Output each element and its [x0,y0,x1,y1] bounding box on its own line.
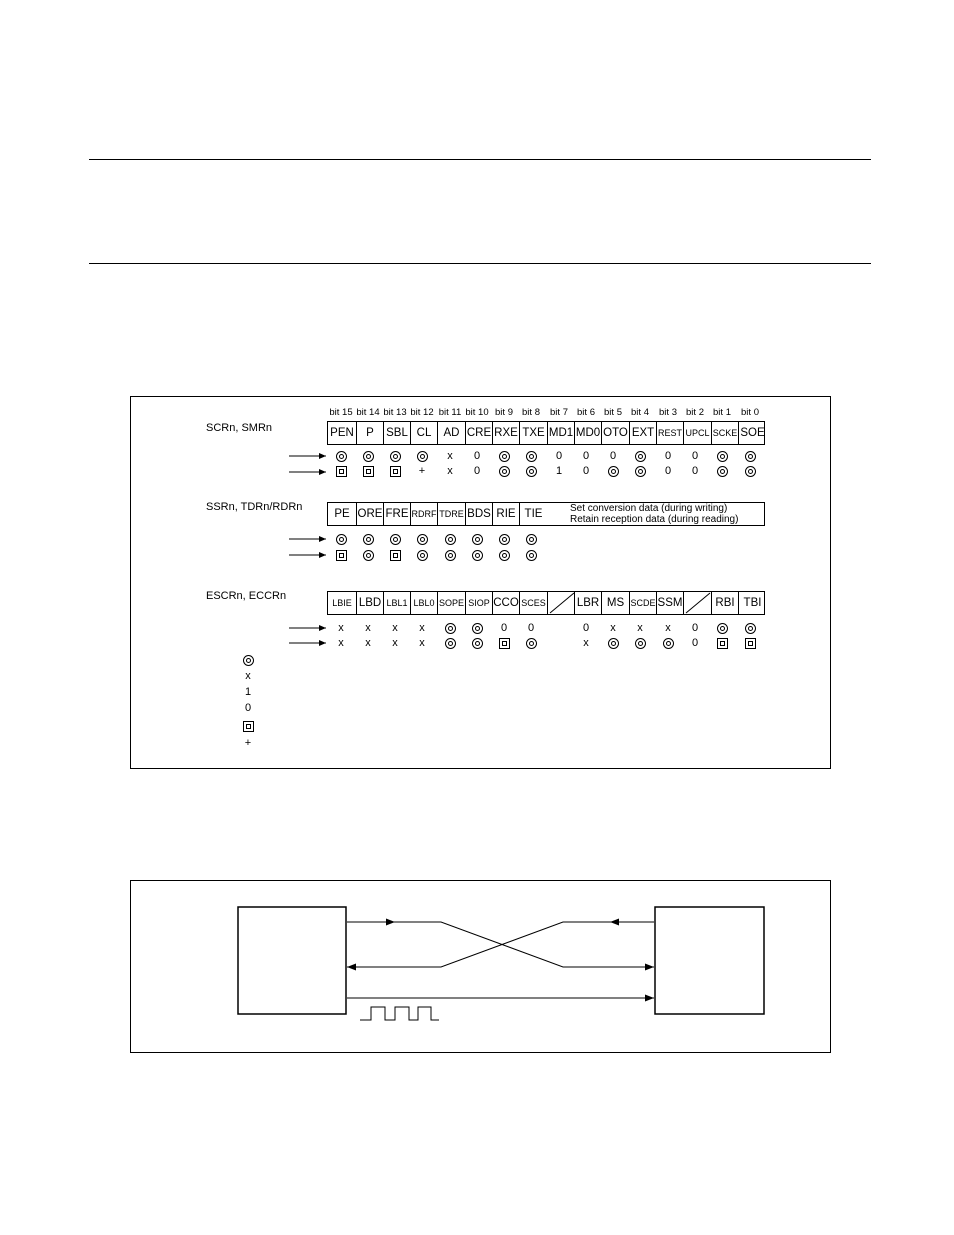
bit-cell: OTO [601,422,629,444]
bit-cell: EXT [629,422,656,444]
bit-cell: CRE [465,422,492,444]
bit-cell: CCO [492,592,519,614]
bit-number: bit 11 [438,407,462,418]
setting-value: x [419,637,425,649]
setting-value: 1 [555,465,563,477]
setting-value: x [338,622,344,634]
bit-cell: AD [437,422,465,444]
bit-number: bit 8 [522,407,540,418]
bit-number: bit 9 [495,407,513,418]
bit-cell: SOE [738,422,766,444]
setting-value: 0 [664,465,672,477]
setting-value: 0 [582,450,590,462]
bit-number: bit 0 [741,407,759,418]
setting-value: x [245,670,251,682]
bit-cell: SSM [656,592,683,614]
setting-value: 0 [244,702,252,714]
setting-value: x [365,637,371,649]
setting-value: 0 [582,465,590,477]
bit-cell: RIE [492,503,519,525]
setting-value: 0 [691,622,699,634]
setting-value: x [392,622,398,634]
connection-diagram [131,881,832,1054]
setting-value: x [419,622,425,634]
setting-value: + [418,465,426,477]
bit-cell: TXE [519,422,547,444]
setting-value: x [583,637,589,649]
setting-value: 0 [473,465,481,477]
right-device-box [655,907,764,1014]
bit-number: bit 4 [631,407,649,418]
setting-value: x [338,637,344,649]
register-label-ssr-tdr-rdr: SSRn, TDRn/RDRn [206,501,303,513]
bit-cell: TDRE [437,503,465,525]
bit-cell: SOPE [437,592,465,614]
bit-cell: REST [656,422,683,444]
bit-cell: SIOP [465,592,492,614]
data-text-writing: Set conversion data (during writing) [570,503,728,514]
register-label-scr-smr: SCRn, SMRn [206,422,273,434]
setting-value: 0 [609,450,617,462]
bit-number: bit 15 [329,407,353,418]
register-label-escr-eccr: ESCRn, ECCRn [206,590,287,602]
register-settings-figure [130,396,831,769]
bit-cell: LBR [574,592,601,614]
setting-value: 0 [664,450,672,462]
clock-waveform [360,1007,439,1020]
double-circle-icon [241,653,255,667]
setting-value: x [447,450,453,462]
bit-number: bit 7 [550,407,568,418]
bit-number: bit 12 [410,407,434,418]
bit-number: bit 1 [713,407,731,418]
bit-cell: P [356,422,383,444]
setting-value: 0 [500,622,508,634]
bit-cell: MD1 [547,422,574,444]
setting-value: 1 [244,686,252,698]
bit-cell: BDS [465,503,492,525]
double-square-icon [241,719,255,733]
bit-cell: MD0 [574,422,601,444]
bit-cell: SCDE [629,592,656,614]
bit-cell: LBIE [332,598,352,608]
bit-cell: RBI [711,592,738,614]
bit-cell: ORE [356,503,383,525]
setting-value: + [244,737,252,749]
setting-value: 0 [691,637,699,649]
bit-cell: SBL [383,422,410,444]
setting-value: 0 [527,622,535,634]
left-device-box [238,907,346,1014]
bit-number: bit 10 [465,407,489,418]
connection-figure [130,880,831,1053]
setting-value: x [637,622,643,634]
setting-value: 0 [473,450,481,462]
setting-value: 0 [555,450,563,462]
bit-cell: UPCL [683,422,711,444]
bit-number: bit 5 [604,407,622,418]
setting-value: 0 [582,622,590,634]
bit-number: bit 13 [383,407,407,418]
setting-value: 0 [691,465,699,477]
bit-cell: MS [601,592,629,614]
data-text-reading: Retain reception data (during reading) [570,514,739,525]
setting-value: x [392,637,398,649]
setting-value: x [610,622,616,634]
setting-value: x [447,465,453,477]
bit-cell: RXE [492,422,519,444]
bit-number: bit 3 [659,407,677,418]
bit-cell: FRE [383,503,410,525]
bit-cell: LBL1 [383,592,410,614]
bit-number: bit 6 [577,407,595,418]
bit-cell: LBL0 [410,592,437,614]
bit-cell: SCKE [711,422,738,444]
bit-cell: RDRF [410,503,437,525]
bit-cell: TBI [738,592,766,614]
bit-cell: CL [410,422,437,444]
setting-value: 0 [691,450,699,462]
setting-value: x [665,622,671,634]
bit-cell: SCES [519,592,547,614]
bit-cell: LBD [356,592,383,614]
setting-value: x [365,622,371,634]
bit-cell: PE [334,508,350,520]
bit-number: bit 14 [356,407,380,418]
bit-cell: TIE [519,503,547,525]
bit-number: bit 2 [686,407,704,418]
bit-cell: PEN [330,427,354,439]
